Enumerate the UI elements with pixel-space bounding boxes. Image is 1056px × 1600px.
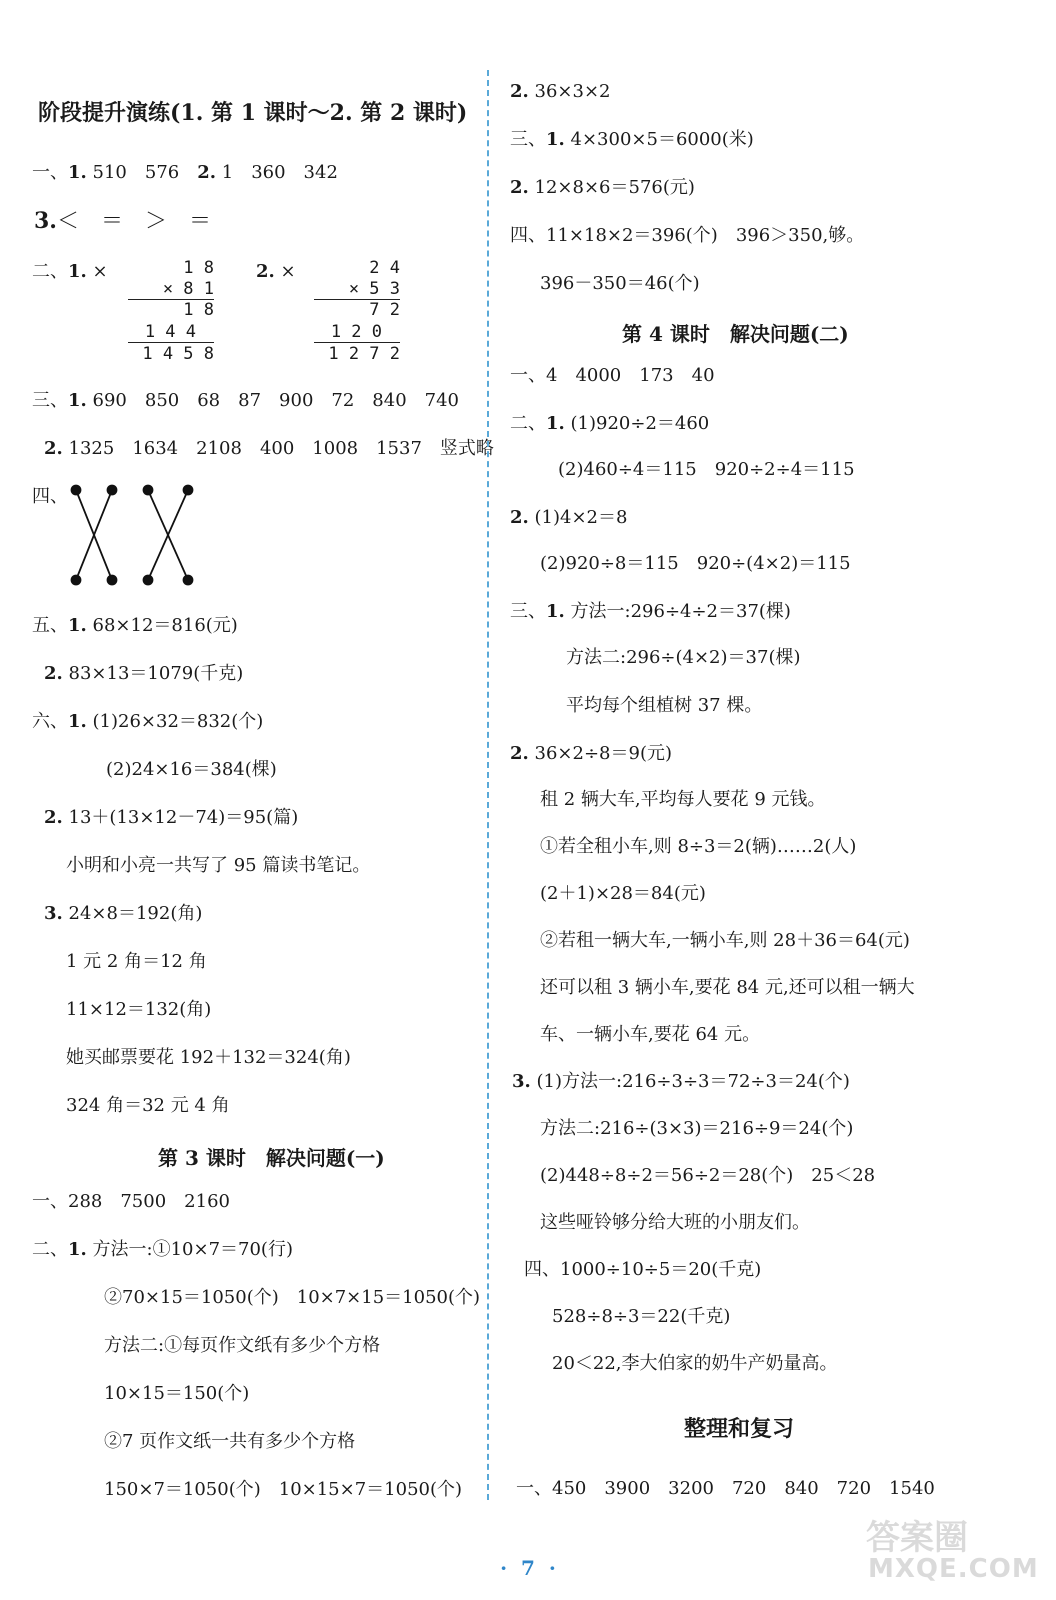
answer-line: 还可以租 3 辆小车,要花 84 元,还可以租一辆大: [540, 977, 915, 998]
answer-line: 方法二:296÷(4×2)＝37(棵): [566, 647, 801, 668]
answer-line: 2. 1325 1634 2108 400 1008 1537 竖式略: [44, 438, 494, 459]
answer-line: 四、11×18×2＝396(个) 396＞350,够。: [510, 225, 865, 246]
answer-line: (2)460÷4＝115 920÷2÷4＝115: [558, 459, 855, 480]
section-title-review: 整理和复习: [684, 1416, 795, 1442]
answer-line: 10×15＝150(个): [104, 1383, 250, 1404]
answer-line: ②7 页作文纸一共有多少个方格: [104, 1431, 356, 1452]
answer-line: 2. 13＋(13×12－74)＝95(篇): [44, 807, 299, 828]
answer-line: 一、1. 510 576 2. 1 360 342: [32, 162, 338, 183]
answer-line: 三、1. 4×300×5＝6000(米): [510, 129, 754, 150]
answer-line: 四、: [32, 486, 68, 507]
answer-line: ①若全租小车,则 8÷3＝2(辆)……2(人): [540, 836, 857, 857]
section-title-stage-practice: 阶段提升演练(1. 第 1 课时～2. 第 2 课时): [38, 100, 468, 126]
answer-line: ②若租一辆大车,一辆小车,则 28＋36＝64(元): [540, 930, 910, 951]
answer-line: 车、一辆小车,要花 64 元。: [540, 1024, 761, 1045]
answer-line: 2. ×: [256, 261, 296, 282]
answer-line: 2. 36×3×2: [510, 81, 611, 102]
answer-line: 2. 36×2÷8＝9(元): [510, 743, 672, 764]
answer-line: 租 2 辆大车,平均每人要花 9 元钱。: [540, 789, 826, 810]
answer-line: 方法二:①每页作文纸有多少个方格: [104, 1335, 381, 1356]
answer-line: (2＋1)×28＝84(元): [540, 883, 706, 904]
matching-lines-diagram: [60, 480, 210, 590]
answer-line: 3.＜ ＝ ＞ ＝: [34, 208, 211, 234]
answer-line: 她买邮票要花 192＋132＝324(角): [66, 1047, 351, 1068]
answer-line: 二、1. ×: [32, 261, 108, 282]
answer-line: 11×12＝132(角): [66, 999, 212, 1020]
rule-line: [314, 342, 400, 343]
watermark-url: MXQE.COM: [868, 1554, 1039, 1584]
vertical-multiplication: 2 4 × 5 3 7 2 1 2 0 1 2 7 2: [314, 258, 414, 368]
answer-line: 六、1. (1)26×32＝832(个): [32, 711, 264, 732]
answer-line: 20＜22,李大伯家的奶牛产奶量高。: [552, 1353, 838, 1374]
lesson-title-3: 第 3 课时 解决问题(一): [158, 1146, 385, 1170]
answer-line: 2. 12×8×6＝576(元): [510, 177, 695, 198]
answer-line: 3. 24×8＝192(角): [44, 903, 203, 924]
watermark-text: 答案圈: [866, 1518, 968, 1558]
answer-line: 一、4 4000 173 40: [510, 365, 715, 386]
watermark-logo: [860, 1510, 1050, 1590]
answer-line: 二、1. (1)920÷2＝460: [510, 413, 710, 434]
answer-line: 一、450 3900 3200 720 840 720 1540: [516, 1478, 935, 1499]
answer-line: (2)448÷8÷2＝56÷2＝28(个) 25＜28: [540, 1165, 876, 1186]
answer-line: 396－350＝46(个): [540, 273, 700, 294]
vertical-multiplication: 1 8 × 8 1 1 8 1 4 4 1 4 5 8: [128, 258, 228, 368]
answer-line: 一、288 7500 2160: [32, 1191, 230, 1212]
answer-line: ②70×15＝1050(个) 10×7×15＝1050(个): [104, 1287, 481, 1308]
answer-line: 五、1. 68×12＝816(元): [32, 615, 238, 636]
answer-line: 150×7＝1050(个) 10×15×7＝1050(个): [104, 1479, 463, 1500]
answer-line: 三、1. 方法一:296÷4÷2＝37(棵): [510, 601, 791, 622]
answer-line: 2. (1)4×2＝8: [510, 507, 628, 528]
answer-line: (2)24×16＝384(棵): [106, 759, 277, 780]
answer-line: 四、1000÷10÷5＝20(千克): [524, 1259, 762, 1280]
answer-line: 小明和小亮一共写了 95 篇读书笔记。: [66, 855, 371, 876]
answer-line: 二、1. 方法一:①10×7＝70(行): [32, 1239, 293, 1260]
answer-line: 1 元 2 角＝12 角: [66, 951, 207, 972]
answer-line: 这些哑铃够分给大班的小朋友们。: [540, 1212, 810, 1233]
lesson-title-4: 第 4 课时 解决问题(二): [622, 322, 849, 346]
answer-line: 3. (1)方法一:216÷3÷3＝72÷3＝24(个): [512, 1071, 850, 1092]
answer-line: 324 角＝32 元 4 角: [66, 1095, 230, 1116]
answer-line: 三、1. 690 850 68 87 900 72 840 740: [32, 390, 460, 411]
answer-line: 平均每个组植树 37 棵。: [566, 695, 763, 716]
answer-line: 2. 83×13＝1079(千克): [44, 663, 244, 684]
answer-line: 528÷8÷3＝22(千克): [552, 1306, 731, 1327]
answer-line: (2)920÷8＝115 920÷(4×2)＝115: [540, 553, 851, 574]
page-number: · 7 ·: [500, 1556, 556, 1580]
answer-line: 方法二:216÷(3×3)＝216÷9＝24(个): [540, 1118, 854, 1139]
column-divider: [487, 70, 489, 1500]
rule-line: [128, 342, 214, 343]
